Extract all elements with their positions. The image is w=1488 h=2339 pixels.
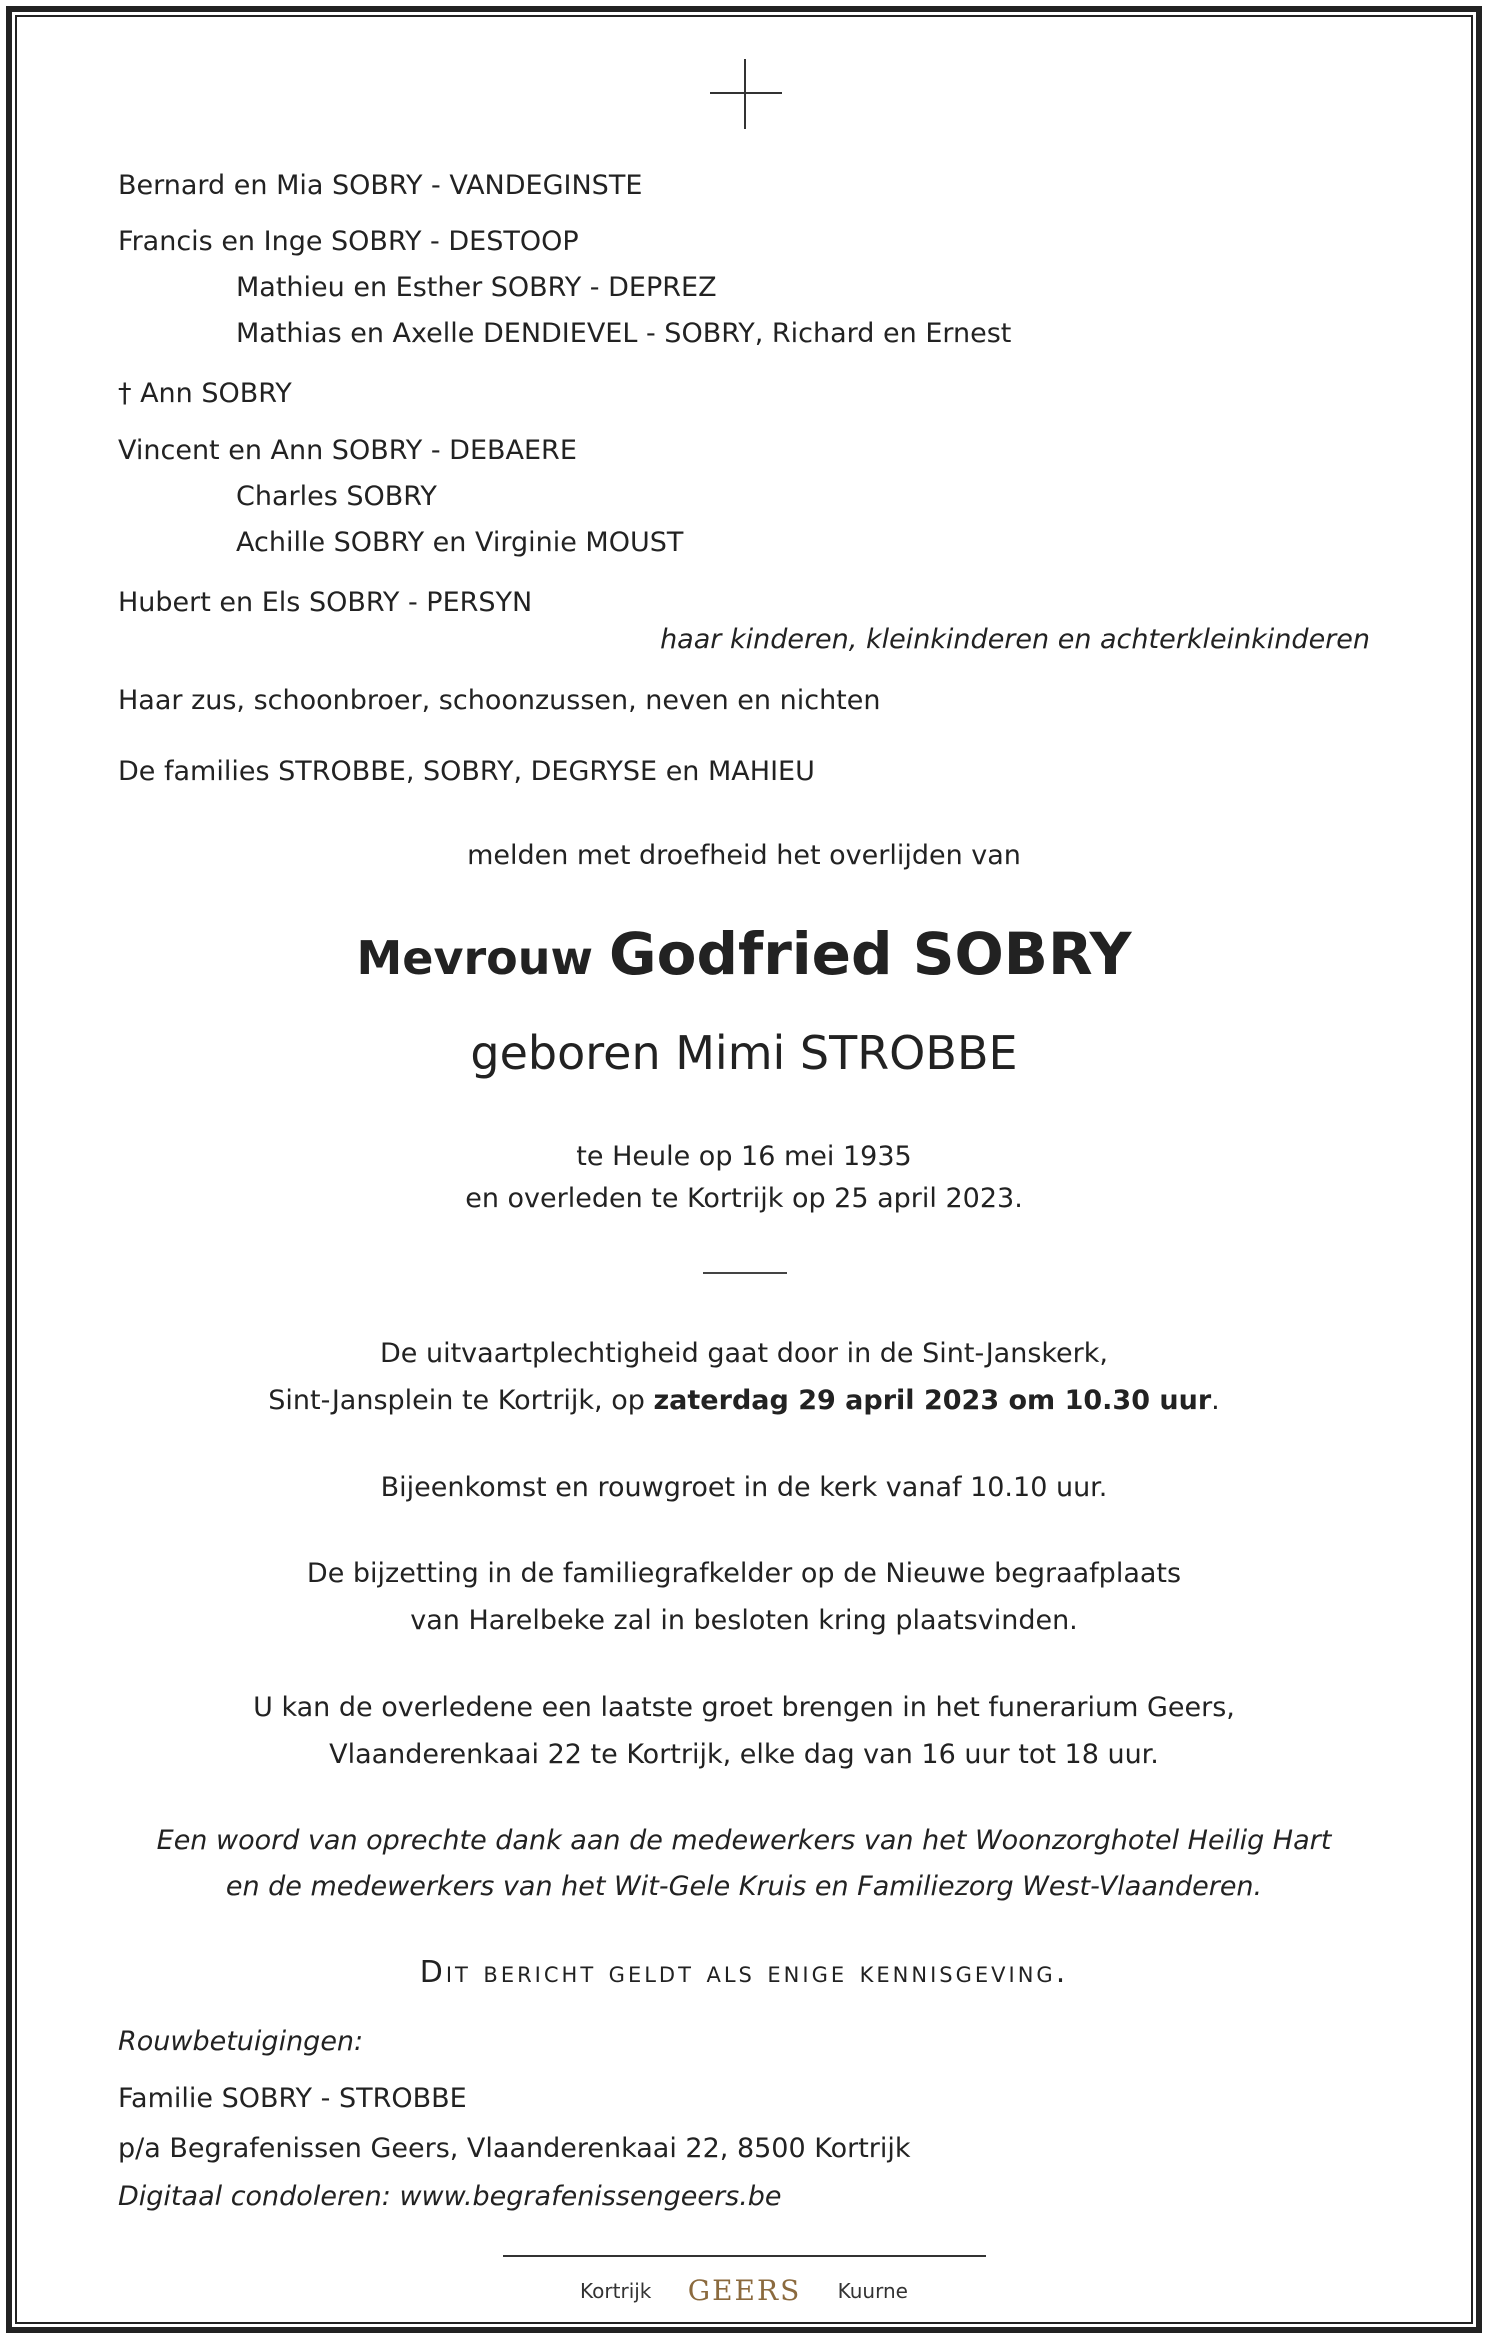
family-line: Vincent en Ann SOBRY - DEBAERE [118,435,577,466]
family-line: † Ann SOBRY [118,378,292,409]
cross-icon-bar [710,92,782,94]
footer [0,2272,1488,2305]
thanks-line: en de medewerkers van het Wit-Gele Kruis en Familiezorg West-Vlaanderen. [225,1871,1263,1902]
thanks-line: Een woord van oprechte dank aan de medewerkers van het Woonzorghotel Heilig Hart [156,1825,1332,1856]
notice: Dit bericht geldt als enige kennisgeving. [419,1955,1069,1990]
visit-line: Vlaanderenkaai 22 te Kortrijk, elke dag van 16 uur tot 18 uur. [329,1739,1159,1770]
family-line: Hubert en Els SOBRY - PERSYN [118,587,533,618]
deceased-fullname: Godfried SOBRY [608,920,1132,988]
geers-logo: GEERS [687,2274,802,2307]
maiden-name: geboren Mimi STROBBE [470,1026,1018,1080]
online-condolence-link[interactable]: Digitaal condoleren: www.begrafenissengeers.be [118,2181,782,2212]
ceremony-line: De uitvaartplechtigheid gaat door in de Sint-Janskerk, [380,1338,1108,1369]
relation-note: haar kinderen, kleinkinderen en achterkleinkinderen [660,624,1370,655]
family-line: Mathias en Axelle DENDIEVEL - SOBRY, Richard en Ernest [236,318,1012,349]
birth-info: te Heule op 16 mei 1935 [576,1141,912,1172]
family-line: Haar zus, schoonbroer, schoonzussen, neven en nichten [118,685,881,716]
family-line: Bernard en Mia SOBRY - VANDEGINSTE [118,170,643,201]
ceremony-line [0,1387,1488,1414]
footer-left: Kortrijk [580,2279,652,2303]
contact-name: Familie SOBRY - STROBBE [118,2083,467,2114]
divider [703,1272,787,1274]
gathering-info: Bijeenkomst en rouwgroet in de kerk vanaf 10.10 uur. [380,1472,1108,1503]
burial-line: De bijzetting in de familiegrafkelder op de Nieuwe begraafplaats [306,1558,1182,1589]
family-line: Achille SOBRY en Virginie MOUST [236,527,684,558]
death-info: en overleden te Kortrijk op 25 april 2023. [465,1183,1023,1214]
ceremony-period: . [1211,1385,1220,1416]
footer-right: Kuurne [837,2279,908,2303]
contact-address: p/a Begrafenissen Geers, Vlaanderenkaai 22, 8500 Kortrijk [118,2133,911,2164]
visit-line: U kan de overledene een laatste groet brengen in het funerarium Geers, [253,1692,1235,1723]
condolence-label: Rouwbetuigingen: [118,2026,364,2057]
footer-divider [503,2255,986,2257]
burial-line: van Harelbeke zal in besloten kring plaatsvinden. [410,1605,1078,1636]
family-line: Mathieu en Esther SOBRY - DEPREZ [236,272,717,303]
deceased-name [0,920,1488,988]
family-line: Francis en Inge SOBRY - DESTOOP [118,226,579,257]
announcement: melden met droefheid het overlijden van [467,840,1021,871]
cross-icon [744,59,746,129]
deceased-prefix: Mevrouw [356,931,593,985]
ceremony-place: Sint-Jansplein te Kortrijk, op [268,1385,654,1416]
ceremony-datetime: zaterdag 29 april 2023 om 10.30 uur [653,1385,1212,1416]
family-line: De families STROBBE, SOBRY, DEGRYSE en MAHIEU [118,756,815,787]
family-line: Charles SOBRY [236,481,437,512]
